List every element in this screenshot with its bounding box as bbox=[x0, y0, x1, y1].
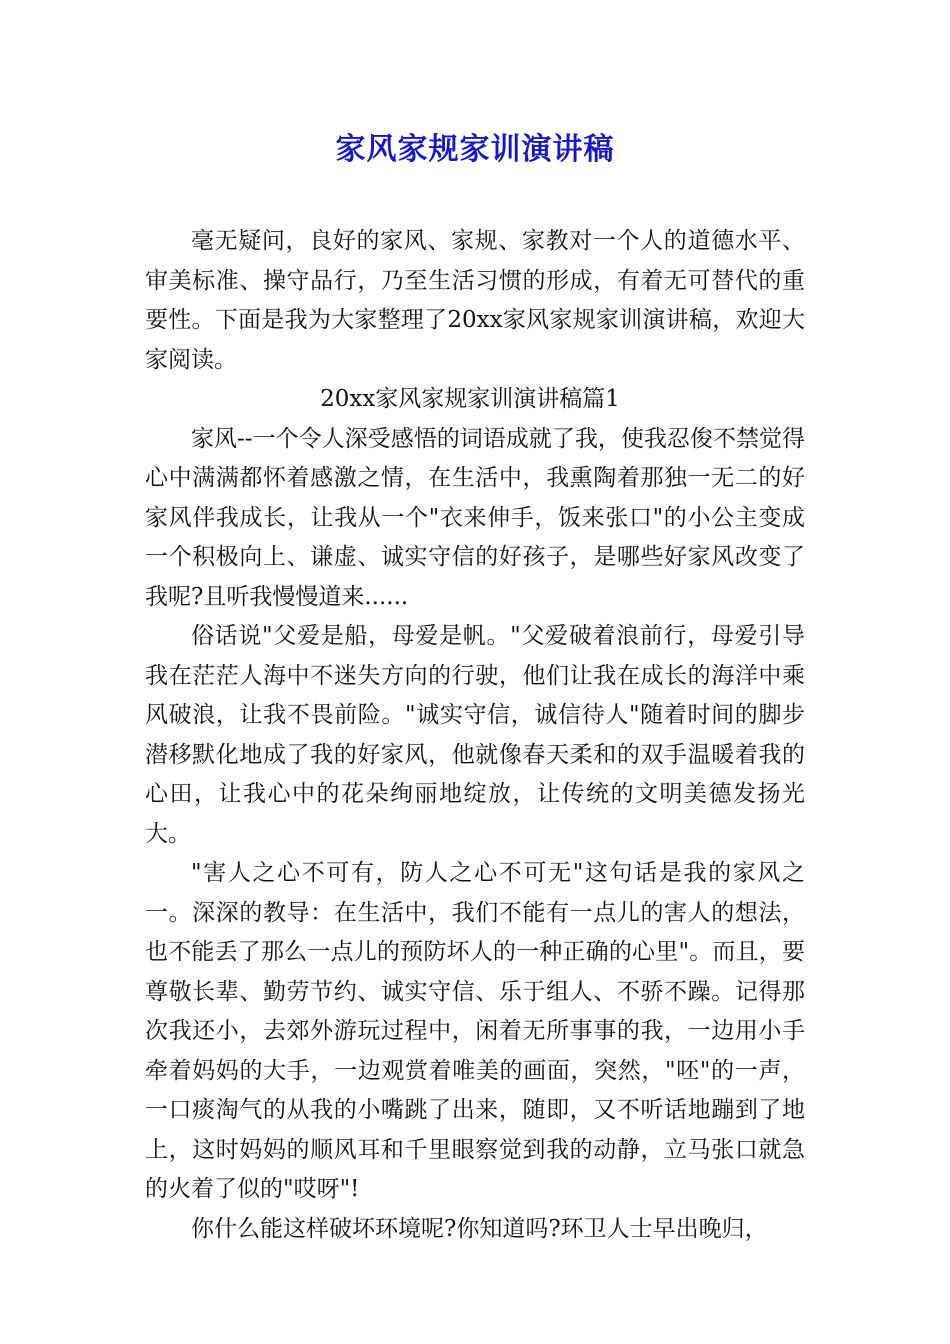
body-paragraph-4: 你什么能这样破坏环境呢?你知道吗?环卫人士早出晚归， bbox=[191, 1215, 768, 1242]
intro-paragraph: 毫无疑问，良好的家风、家规、家教对一个人的道德水平、审美标准、操守品行，乃至生活习惯的形成，有着无可替代的重要性。下面是我为大家整理了20xx家风家规家训演讲稿，欢迎大家阅读。 bbox=[145, 228, 805, 373]
document-title: 家风家规家训演讲稿 bbox=[335, 132, 615, 167]
body-paragraph-3: "害人之心不可有，防人之心不可无"这句话是我的家风之一。深深的教导：在生活中，我们不能有一点儿的害人的想法，也不能丢了那么一点儿的预防坏人的一种正确的心里"。而且，要尊敬长辈、勤劳节约、诚实守信、乐于组人、不骄不躁。记得那次我还小，去郊外游玩过程中，闲着无所事事的我，一边用小手牵着妈妈的大手，一边观赏着唯美的画面，突然，"呸"的一声，一口痰淘气的从我的小嘴跳了出来，随即，又不听话地蹦到了地上，这时妈妈的顺风耳和千里眼察觉到我的动静，立马张口就急的火着了似的"哎呀"! bbox=[145, 860, 805, 1202]
body-paragraph-2: 俗话说"父爱是船，母爱是帆。"父爱破着浪前行，母爱引导我在茫茫人海中不迷失方向的行驶，他们让我在成长的海洋中乘风破浪，让我不畏前险。"诚实守信，诚信待人"随着时间的脚步潜移默化地成了我的好家风，他就像春天柔和的双手温暖着我的心田，让我心中的花朵绚丽地绽放，让传统的文明美德发扬光大。 bbox=[145, 623, 805, 847]
document-body bbox=[145, 222, 805, 1249]
section-heading: 20xx家风家规家训演讲稿篇1 bbox=[320, 386, 620, 412]
body-paragraph-1: 家风--一个令人深受感悟的词语成就了我，使我忍俊不禁觉得心中满满都怀着感激之情，在生活中，我熏陶着那独一无二的好家风伴我成长，让我从一个"衣来伸手，饭来张口"的小公主变成一个积极向上、谦虚、诚实守信的好孩子，是哪些好家风改变了我呢?且听我慢慢道来...... bbox=[145, 425, 805, 610]
